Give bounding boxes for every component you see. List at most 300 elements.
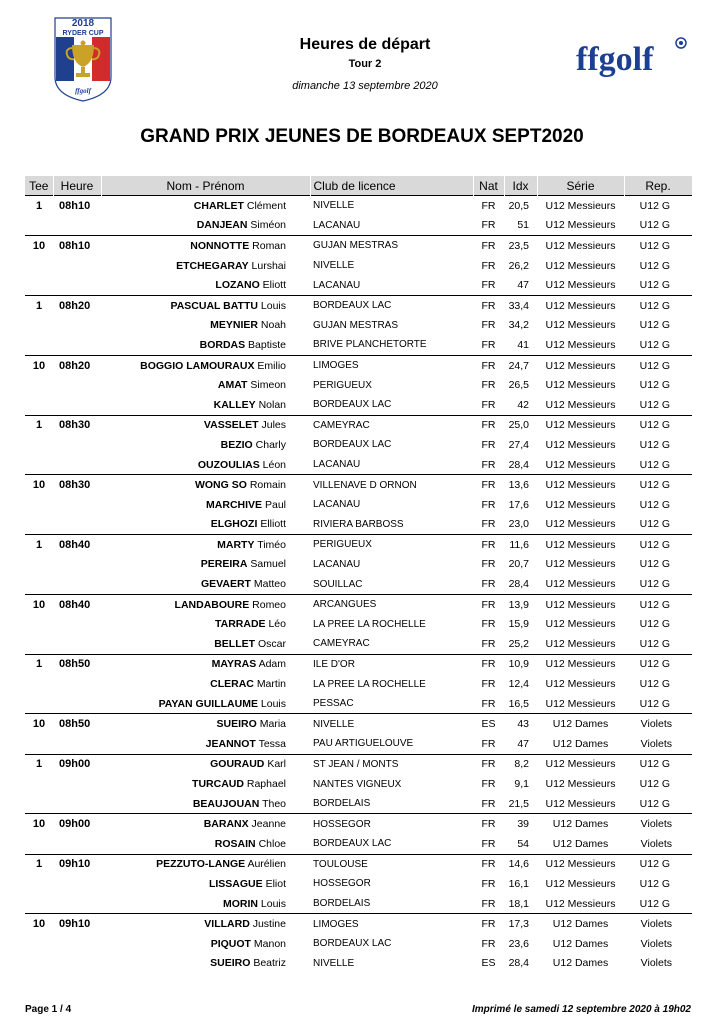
player-name-cell [101, 694, 310, 714]
tee-cell [25, 734, 53, 754]
serie-cell: U12 Messieurs [545, 637, 616, 650]
serie-cell: U12 Messieurs [545, 678, 616, 691]
idx-cell: 16,5 [508, 697, 529, 710]
player-first-name: Louis [260, 697, 286, 710]
player-last-name: SUEIRO [216, 718, 257, 731]
idx-cell: 20,7 [508, 558, 529, 571]
table-row [25, 794, 692, 814]
table-row [25, 515, 692, 535]
serie-cell: U12 Dames [552, 957, 609, 970]
serie-cell: U12 Messieurs [537, 754, 624, 774]
player-name-cell [101, 674, 310, 694]
idx-cell: 13,6 [504, 475, 537, 495]
tee-cell [25, 555, 53, 575]
idx-cell: 28,4 [508, 578, 529, 591]
tee-cell: 10 [25, 714, 53, 734]
idx-cell: 26,5 [508, 379, 529, 392]
player-last-name: MAYRAS [211, 658, 257, 671]
time-cell: 08h30 [53, 415, 101, 435]
rep-cell: Violets [640, 957, 672, 970]
serie-cell: U12 Messieurs [545, 259, 616, 272]
col-nom: Nom - Prénom [101, 176, 310, 196]
tee-cell [25, 455, 53, 475]
nat-cell: FR [481, 837, 496, 850]
club-cell: ILE D'OR [310, 654, 473, 674]
serie-cell: U12 Messieurs [545, 438, 616, 451]
player-first-name: Paul [264, 498, 286, 511]
table-row [25, 654, 692, 674]
tee-cell [25, 316, 53, 336]
nat-cell: FR [481, 498, 496, 511]
player-first-name: Romain [249, 479, 286, 492]
col-nat: Nat [473, 176, 504, 196]
tee-cell [25, 614, 53, 634]
player-name-cell [101, 574, 310, 594]
table-row [25, 395, 692, 415]
idx-cell: 15,9 [508, 618, 529, 631]
table-row [25, 954, 692, 974]
player-last-name: BARANX [203, 818, 249, 831]
idx-cell: 39 [504, 814, 537, 834]
nat-cell: FR [473, 236, 504, 256]
club-cell: GUJAN MESTRAS [313, 319, 399, 331]
table-row [25, 435, 692, 455]
table-row [25, 495, 692, 515]
table-row [25, 754, 692, 774]
nat-cell: FR [481, 578, 496, 591]
player-first-name: Nolan [258, 398, 286, 411]
nat-cell: FR [481, 778, 496, 791]
nat-cell: FR [473, 475, 504, 495]
table-row [25, 415, 692, 435]
rep-cell: U12 G [639, 797, 670, 810]
col-serie: Série [537, 176, 624, 196]
serie-cell: U12 Messieurs [545, 379, 616, 392]
rep-cell: U12 G [624, 236, 692, 256]
rep-cell: Violets [624, 814, 692, 834]
rep-cell: U12 G [624, 854, 692, 874]
tee-cell: 10 [25, 914, 53, 934]
time-cell [53, 774, 101, 794]
player-last-name: ROSAIN [214, 837, 256, 850]
nat-cell: FR [481, 678, 496, 691]
player-first-name: Eliot [265, 877, 286, 890]
idx-cell: 17,6 [508, 498, 529, 511]
nat-cell: FR [473, 295, 504, 315]
player-first-name: Tessa [258, 737, 286, 750]
serie-cell: U12 Messieurs [545, 498, 616, 511]
serie-cell: U12 Dames [537, 814, 624, 834]
time-cell [53, 515, 101, 535]
player-last-name: PEZZUTO-LANGE [156, 858, 246, 871]
time-cell [53, 674, 101, 694]
rep-cell: U12 G [639, 518, 670, 531]
serie-cell: U12 Messieurs [537, 295, 624, 315]
time-cell [53, 934, 101, 954]
player-name-cell [101, 455, 310, 475]
tee-cell: 1 [25, 196, 53, 216]
tee-cell: 10 [25, 594, 53, 614]
player-first-name: Louis [260, 299, 286, 312]
nat-cell: FR [481, 279, 496, 292]
club-cell: LIMOGES [310, 914, 473, 934]
nat-cell: FR [481, 618, 496, 631]
serie-cell: U12 Dames [537, 714, 624, 734]
player-first-name: Léon [262, 458, 286, 471]
player-name-cell [101, 934, 310, 954]
rep-cell: U12 G [639, 279, 670, 292]
player-name-cell [101, 495, 310, 515]
idx-cell: 17,3 [504, 914, 537, 934]
nat-cell: FR [473, 654, 504, 674]
player-first-name: Matteo [253, 578, 286, 591]
player-last-name: PAYAN GUILLAUME [158, 697, 258, 710]
serie-cell: U12 Messieurs [545, 618, 616, 631]
idx-cell: 43 [504, 714, 537, 734]
tee-cell [25, 694, 53, 714]
rep-cell: U12 G [624, 754, 692, 774]
player-first-name: Adam [258, 658, 286, 671]
table-row [25, 256, 692, 276]
player-first-name: Louis [260, 897, 286, 910]
time-cell: 08h10 [53, 196, 101, 216]
serie-cell: U12 Messieurs [545, 877, 616, 890]
serie-cell: U12 Messieurs [545, 458, 616, 471]
tee-cell [25, 335, 53, 355]
time-cell [53, 316, 101, 336]
player-last-name: ELGHOZI [210, 518, 258, 531]
player-first-name: Timéo [257, 538, 286, 551]
club-cell: NIVELLE [313, 260, 355, 272]
player-name-cell [101, 874, 310, 894]
club-cell: HOSSEGOR [313, 878, 371, 890]
player-last-name: CHARLET [193, 199, 244, 212]
player-first-name: Léo [268, 618, 286, 631]
player-name-cell [101, 774, 310, 794]
player-name-cell [101, 535, 310, 555]
tee-cell: 10 [25, 355, 53, 375]
player-last-name: KALLEY [213, 398, 256, 411]
time-cell [53, 435, 101, 455]
player-first-name: Elliott [260, 518, 286, 531]
club-cell: ST JEAN / MONTS [310, 754, 473, 774]
time-cell: 09h10 [53, 854, 101, 874]
idx-cell: 47 [517, 737, 529, 750]
idx-cell: 25,2 [508, 637, 529, 650]
rep-cell: U12 G [639, 398, 670, 411]
player-first-name: Raphael [246, 778, 286, 791]
table-row [25, 634, 692, 654]
nat-cell: FR [481, 259, 496, 272]
time-cell [53, 694, 101, 714]
player-name-cell [101, 914, 310, 934]
player-name-cell [101, 435, 310, 455]
club-cell: TOULOUSE [310, 854, 473, 874]
player-name-cell [101, 714, 310, 734]
nat-cell: FR [473, 914, 504, 934]
nat-cell: ES [473, 714, 504, 734]
player-first-name: Lurshai [251, 259, 286, 272]
rep-cell: U12 G [624, 295, 692, 315]
serie-cell: U12 Messieurs [537, 236, 624, 256]
logo-ffgolf-sub: ffgolf [75, 87, 91, 95]
table-row [25, 814, 692, 834]
rep-cell: U12 G [639, 319, 670, 332]
time-cell [53, 395, 101, 415]
player-name-cell [101, 316, 310, 336]
rep-cell: U12 G [639, 458, 670, 471]
table-row [25, 714, 692, 734]
player-name-cell [101, 734, 310, 754]
rep-cell: U12 G [624, 475, 692, 495]
rep-cell: Violets [624, 914, 692, 934]
table-row [25, 475, 692, 495]
serie-cell: U12 Messieurs [545, 319, 616, 332]
player-first-name: Siméon [250, 219, 286, 232]
page-number: Page 1 / 4 [25, 1004, 72, 1015]
player-last-name: CLERAC [210, 678, 254, 691]
time-cell [53, 954, 101, 974]
table-row [25, 734, 692, 754]
tee-cell [25, 794, 53, 814]
time-cell: 08h50 [53, 714, 101, 734]
rep-cell: U12 G [639, 778, 670, 791]
club-cell: LACANAU [313, 499, 361, 511]
club-cell: NANTES VIGNEUX [313, 778, 402, 790]
player-name-cell [101, 515, 310, 535]
table-row [25, 574, 692, 594]
player-last-name: BOGGIO LAMOURAUX [140, 359, 255, 372]
club-cell: HOSSEGOR [310, 814, 473, 834]
club-cell: NIVELLE [310, 196, 473, 216]
player-last-name: LOZANO [215, 279, 260, 292]
rep-cell: U12 G [639, 618, 670, 631]
time-cell [53, 256, 101, 276]
idx-cell: 8,2 [504, 754, 537, 774]
rep-cell: U12 G [639, 558, 670, 571]
player-name-cell [101, 415, 310, 435]
player-last-name: BEAUJOUAN [192, 797, 260, 810]
logo-ryder-text: RYDER CUP [62, 30, 104, 37]
player-name-cell [101, 814, 310, 834]
player-name-cell [101, 594, 310, 614]
ryder-cup-logo [52, 15, 114, 103]
table-row [25, 694, 692, 714]
player-last-name: MARTY [217, 538, 255, 551]
tee-cell [25, 495, 53, 515]
table-row [25, 316, 692, 336]
club-cell: BORDEAUX LAC [313, 439, 392, 451]
idx-cell: 28,4 [508, 458, 529, 471]
nat-cell: FR [481, 797, 496, 810]
col-tee: Tee [25, 176, 53, 196]
club-cell: PERIGUEUX [313, 379, 372, 391]
table-row [25, 236, 692, 256]
player-name-cell [101, 395, 310, 415]
col-heure: Heure [53, 176, 101, 196]
serie-cell: U12 Messieurs [545, 558, 616, 571]
tee-cell [25, 894, 53, 914]
club-cell: GUJAN MESTRAS [310, 236, 473, 256]
player-last-name: SUEIRO [210, 957, 251, 970]
nat-cell: FR [473, 196, 504, 216]
serie-cell: U12 Messieurs [537, 475, 624, 495]
tee-cell [25, 934, 53, 954]
club-cell: LACANAU [313, 558, 361, 570]
serie-cell: U12 Messieurs [545, 219, 616, 232]
player-name-cell [101, 335, 310, 355]
nat-cell: FR [481, 697, 496, 710]
player-first-name: Charly [255, 438, 286, 451]
tee-cell: 1 [25, 295, 53, 315]
tee-cell [25, 395, 53, 415]
table-body [25, 196, 692, 974]
player-first-name: Chloe [258, 837, 286, 850]
time-cell [53, 555, 101, 575]
serie-cell: U12 Messieurs [545, 338, 616, 351]
nat-cell: FR [481, 937, 496, 950]
tee-cell [25, 375, 53, 395]
idx-cell: 16,1 [508, 877, 529, 890]
player-last-name: TARRADE [214, 618, 266, 631]
time-cell [53, 634, 101, 654]
idx-cell: 25,0 [504, 415, 537, 435]
rep-cell: U12 G [624, 415, 692, 435]
player-first-name: Samuel [250, 558, 286, 571]
player-last-name: VILLARD [204, 918, 250, 931]
time-cell [53, 834, 101, 854]
idx-cell: 11,6 [504, 535, 537, 555]
serie-cell: U12 Messieurs [537, 355, 624, 375]
tee-cell [25, 834, 53, 854]
player-first-name: Aurélien [247, 858, 286, 871]
player-name-cell [101, 295, 310, 315]
time-cell [53, 734, 101, 754]
player-first-name: Jules [261, 419, 286, 432]
table-row [25, 295, 692, 315]
rep-cell: U12 G [639, 637, 670, 650]
nat-cell: FR [473, 594, 504, 614]
idx-cell: 42 [517, 398, 529, 411]
rep-cell: Violets [640, 737, 672, 750]
nat-cell: ES [481, 957, 496, 970]
table-row [25, 774, 692, 794]
time-cell: 08h40 [53, 594, 101, 614]
player-first-name: Baptiste [248, 338, 286, 351]
rep-cell: U12 G [639, 897, 670, 910]
nat-cell: FR [481, 897, 496, 910]
player-last-name: TURCAUD [192, 778, 244, 791]
tee-cell [25, 674, 53, 694]
player-first-name: Oscar [257, 637, 286, 650]
idx-cell: 21,5 [508, 797, 529, 810]
player-name-cell [101, 754, 310, 774]
nat-cell: FR [481, 737, 496, 750]
player-last-name: GOURAUD [210, 758, 265, 771]
nat-cell: FR [481, 319, 496, 332]
idx-cell: 9,1 [514, 778, 529, 791]
tee-cell: 1 [25, 754, 53, 774]
table-row [25, 196, 692, 216]
table-row [25, 355, 692, 375]
player-first-name: Martin [256, 678, 286, 691]
col-idx: Idx [504, 176, 537, 196]
time-cell [53, 335, 101, 355]
rep-cell: U12 G [624, 654, 692, 674]
serie-cell: U12 Messieurs [537, 196, 624, 216]
tee-cell: 1 [25, 654, 53, 674]
time-cell: 09h10 [53, 914, 101, 934]
tee-cell: 1 [25, 415, 53, 435]
player-last-name: VASSELET [203, 419, 259, 432]
time-cell: 08h20 [53, 355, 101, 375]
club-cell: LACANAU [313, 279, 361, 291]
nat-cell: FR [481, 558, 496, 571]
player-last-name: BORDAS [199, 338, 246, 351]
table-row [25, 455, 692, 475]
time-cell [53, 614, 101, 634]
table-row [25, 535, 692, 555]
tee-cell: 10 [25, 475, 53, 495]
time-cell [53, 794, 101, 814]
player-name-cell [101, 954, 310, 974]
time-cell [53, 874, 101, 894]
serie-cell: U12 Messieurs [537, 535, 624, 555]
player-last-name: AMAT [217, 379, 248, 392]
start-times-table [25, 176, 693, 973]
nat-cell: FR [481, 338, 496, 351]
club-cell: ARCANGUES [310, 594, 473, 614]
club-cell: PESSAC [313, 698, 354, 710]
nat-cell: FR [473, 814, 504, 834]
club-cell: RIVIERA BARBOSS [313, 518, 404, 530]
player-last-name: JEANNOT [205, 737, 256, 750]
tee-cell: 10 [25, 236, 53, 256]
nat-cell: FR [473, 415, 504, 435]
player-name-cell [101, 196, 310, 216]
player-first-name: Beatriz [253, 957, 286, 970]
time-cell: 08h10 [53, 236, 101, 256]
rep-cell: U12 G [639, 379, 670, 392]
club-cell: BORDEAUX LAC [313, 938, 392, 950]
rep-cell: U12 G [624, 355, 692, 375]
nat-cell: FR [481, 438, 496, 451]
player-first-name: Justine [252, 918, 286, 931]
player-name-cell [101, 894, 310, 914]
player-first-name: Eliott [262, 279, 286, 292]
tee-cell: 1 [25, 535, 53, 555]
time-cell [53, 455, 101, 475]
time-cell: 08h50 [53, 654, 101, 674]
idx-cell: 10,9 [504, 654, 537, 674]
time-cell: 09h00 [53, 814, 101, 834]
serie-cell: U12 Messieurs [545, 897, 616, 910]
table-row [25, 934, 692, 954]
table-row [25, 894, 692, 914]
tee-cell [25, 954, 53, 974]
player-last-name: BEZIO [220, 438, 253, 451]
player-name-cell [101, 614, 310, 634]
col-rep: Rep. [624, 176, 692, 196]
player-name-cell [101, 634, 310, 654]
nat-cell: FR [481, 877, 496, 890]
table-row [25, 854, 692, 874]
nat-cell: FR [481, 458, 496, 471]
rep-cell: U12 G [624, 594, 692, 614]
idx-cell: 23,0 [508, 518, 529, 531]
player-name-cell [101, 854, 310, 874]
player-last-name: PASCUAL BATTU [170, 299, 258, 312]
